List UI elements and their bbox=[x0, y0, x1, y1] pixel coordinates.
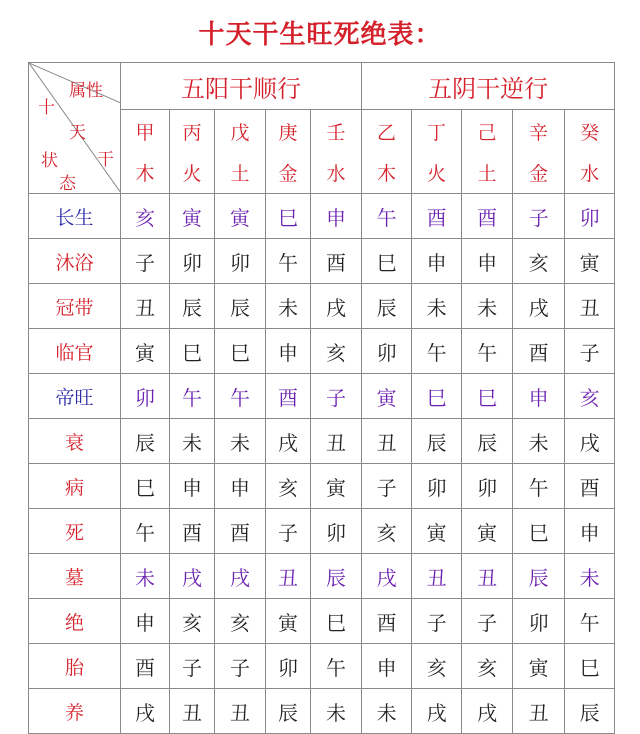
row-label: 冠带 bbox=[29, 284, 121, 329]
table-cell: 巳 bbox=[121, 464, 170, 509]
row-label: 养 bbox=[29, 689, 121, 734]
table-cell: 午 bbox=[462, 329, 513, 374]
table-cell: 酉 bbox=[121, 644, 170, 689]
table-cell: 亥 bbox=[170, 599, 215, 644]
table-cell: 午 bbox=[513, 464, 565, 509]
table-cell: 申 bbox=[412, 239, 462, 284]
table-cell: 午 bbox=[215, 374, 266, 419]
row-label: 病 bbox=[29, 464, 121, 509]
table-cell: 辰 bbox=[311, 554, 362, 599]
table-cell: 戌 bbox=[513, 284, 565, 329]
table-cell: 申 bbox=[462, 239, 513, 284]
table-cell: 巳 bbox=[412, 374, 462, 419]
table-cell: 巳 bbox=[311, 599, 362, 644]
table-cell: 丑 bbox=[513, 689, 565, 734]
table-row bbox=[29, 509, 615, 554]
table-cell: 亥 bbox=[266, 464, 311, 509]
table-cell: 卯 bbox=[513, 599, 565, 644]
yang-group-header: 五阳干顺行 bbox=[121, 63, 362, 110]
table-cell: 巳 bbox=[170, 329, 215, 374]
table-cell: 未 bbox=[121, 554, 170, 599]
table-cell: 辰 bbox=[513, 554, 565, 599]
table-cell: 子 bbox=[462, 599, 513, 644]
table-cell: 寅 bbox=[362, 374, 412, 419]
table-cell: 辰 bbox=[215, 284, 266, 329]
stem-cell: 庚 bbox=[266, 110, 311, 152]
row-label: 死 bbox=[29, 509, 121, 554]
table-cell: 未 bbox=[412, 284, 462, 329]
yin-group-header: 五阴干逆行 bbox=[362, 63, 615, 110]
table-cell: 未 bbox=[311, 689, 362, 734]
table-cell: 子 bbox=[215, 644, 266, 689]
row-label: 长生 bbox=[29, 194, 121, 239]
stem-state-table bbox=[28, 62, 615, 734]
table-cell: 戌 bbox=[215, 554, 266, 599]
table-cell: 亥 bbox=[412, 644, 462, 689]
table-cell: 酉 bbox=[362, 599, 412, 644]
table-cell: 申 bbox=[215, 464, 266, 509]
table-cell: 巳 bbox=[362, 239, 412, 284]
stem-cell: 壬 bbox=[311, 110, 362, 152]
table-cell: 酉 bbox=[311, 239, 362, 284]
element-cell: 火 bbox=[170, 152, 215, 194]
table-cell: 戌 bbox=[362, 554, 412, 599]
table-cell: 亥 bbox=[565, 374, 615, 419]
element-cell: 土 bbox=[462, 152, 513, 194]
table-cell: 丑 bbox=[121, 284, 170, 329]
table-cell: 未 bbox=[266, 284, 311, 329]
table-cell: 寅 bbox=[412, 509, 462, 554]
element-cell: 木 bbox=[121, 152, 170, 194]
table-cell: 亥 bbox=[121, 194, 170, 239]
table-cell: 辰 bbox=[170, 284, 215, 329]
table-row bbox=[29, 284, 615, 329]
table-cell: 辰 bbox=[266, 689, 311, 734]
table-cell: 亥 bbox=[513, 239, 565, 284]
table-cell: 寅 bbox=[513, 644, 565, 689]
row-label: 沐浴 bbox=[29, 239, 121, 284]
table-cell: 子 bbox=[412, 599, 462, 644]
stem-cell: 丙 bbox=[170, 110, 215, 152]
corner-attribute-label: 属性 bbox=[69, 81, 103, 101]
table-cell: 申 bbox=[121, 599, 170, 644]
table-cell: 寅 bbox=[121, 329, 170, 374]
table-cell: 丑 bbox=[362, 419, 412, 464]
corner-ten-label: 十 bbox=[38, 98, 55, 118]
table-body bbox=[29, 194, 615, 734]
element-cell: 土 bbox=[215, 152, 266, 194]
table-row bbox=[29, 374, 615, 419]
table-cell: 戌 bbox=[462, 689, 513, 734]
row-label: 帝旺 bbox=[29, 374, 121, 419]
table-cell: 戌 bbox=[170, 554, 215, 599]
table-cell: 子 bbox=[362, 464, 412, 509]
table-cell: 卯 bbox=[362, 329, 412, 374]
table-cell: 巳 bbox=[565, 644, 615, 689]
table-cell: 子 bbox=[513, 194, 565, 239]
table-cell: 寅 bbox=[170, 194, 215, 239]
element-cell: 金 bbox=[266, 152, 311, 194]
stem-cell: 己 bbox=[462, 110, 513, 152]
table-cell: 辰 bbox=[362, 284, 412, 329]
table-cell: 亥 bbox=[311, 329, 362, 374]
page-title: 十天干生旺死绝表： bbox=[198, 20, 442, 50]
table-cell: 申 bbox=[266, 329, 311, 374]
table-cell: 卯 bbox=[121, 374, 170, 419]
table-cell: 子 bbox=[565, 329, 615, 374]
table-cell: 寅 bbox=[311, 464, 362, 509]
corner-state-label-1: 状 bbox=[41, 151, 58, 171]
table-cell: 巳 bbox=[215, 329, 266, 374]
table-cell: 丑 bbox=[266, 554, 311, 599]
element-cell: 水 bbox=[565, 152, 615, 194]
table-cell: 戌 bbox=[311, 284, 362, 329]
table-cell: 未 bbox=[462, 284, 513, 329]
row-label: 临官 bbox=[29, 329, 121, 374]
table-cell: 辰 bbox=[121, 419, 170, 464]
table-row bbox=[29, 644, 615, 689]
table-cell: 辰 bbox=[462, 419, 513, 464]
table-row bbox=[29, 194, 615, 239]
stem-cell: 丁 bbox=[412, 110, 462, 152]
table-cell: 丑 bbox=[311, 419, 362, 464]
table-cell: 未 bbox=[362, 689, 412, 734]
table-cell: 辰 bbox=[412, 419, 462, 464]
table-cell: 申 bbox=[362, 644, 412, 689]
stem-cell: 癸 bbox=[565, 110, 615, 152]
table-cell: 未 bbox=[170, 419, 215, 464]
table-cell: 未 bbox=[565, 554, 615, 599]
table-row bbox=[29, 464, 615, 509]
stem-cell: 甲 bbox=[121, 110, 170, 152]
table-cell: 酉 bbox=[565, 464, 615, 509]
table-cell: 申 bbox=[513, 374, 565, 419]
corner-stem-label: 干 bbox=[97, 150, 114, 170]
table-cell: 未 bbox=[513, 419, 565, 464]
row-label: 胎 bbox=[29, 644, 121, 689]
table-cell: 午 bbox=[170, 374, 215, 419]
row-label: 绝 bbox=[29, 599, 121, 644]
table-cell: 巳 bbox=[266, 194, 311, 239]
table-cell: 寅 bbox=[215, 194, 266, 239]
table-cell: 子 bbox=[311, 374, 362, 419]
table-cell: 午 bbox=[266, 239, 311, 284]
table-cell: 午 bbox=[565, 599, 615, 644]
table-cell: 寅 bbox=[565, 239, 615, 284]
table-cell: 卯 bbox=[311, 509, 362, 554]
table-cell: 戌 bbox=[266, 419, 311, 464]
table-cell: 酉 bbox=[215, 509, 266, 554]
table-cell: 丑 bbox=[565, 284, 615, 329]
table-cell: 丑 bbox=[412, 554, 462, 599]
table-cell: 辰 bbox=[565, 689, 615, 734]
corner-header bbox=[29, 63, 121, 194]
table-cell: 申 bbox=[170, 464, 215, 509]
table-cell: 亥 bbox=[462, 644, 513, 689]
corner-heaven-label: 天 bbox=[69, 123, 86, 143]
table-cell: 巳 bbox=[513, 509, 565, 554]
stem-cell: 辛 bbox=[513, 110, 565, 152]
table-cell: 酉 bbox=[266, 374, 311, 419]
table-cell: 申 bbox=[565, 509, 615, 554]
table-row bbox=[29, 599, 615, 644]
table-cell: 戌 bbox=[121, 689, 170, 734]
element-cell: 木 bbox=[362, 152, 412, 194]
corner-state-label-2: 态 bbox=[59, 174, 76, 194]
stem-cell: 戊 bbox=[215, 110, 266, 152]
table-cell: 卯 bbox=[412, 464, 462, 509]
stem-cell: 乙 bbox=[362, 110, 412, 152]
table-cell: 酉 bbox=[170, 509, 215, 554]
table-row bbox=[29, 554, 615, 599]
table-cell: 亥 bbox=[362, 509, 412, 554]
table-cell: 巳 bbox=[462, 374, 513, 419]
table-cell: 酉 bbox=[462, 194, 513, 239]
table-cell: 丑 bbox=[462, 554, 513, 599]
table-cell: 卯 bbox=[266, 644, 311, 689]
table-cell: 寅 bbox=[462, 509, 513, 554]
table-cell: 亥 bbox=[215, 599, 266, 644]
table-cell: 卯 bbox=[170, 239, 215, 284]
element-cell: 金 bbox=[513, 152, 565, 194]
row-label: 墓 bbox=[29, 554, 121, 599]
table-cell: 卯 bbox=[565, 194, 615, 239]
table-row bbox=[29, 419, 615, 464]
table-cell: 卯 bbox=[215, 239, 266, 284]
table-row bbox=[29, 329, 615, 374]
element-cell: 水 bbox=[311, 152, 362, 194]
table-cell: 子 bbox=[266, 509, 311, 554]
table-cell: 戌 bbox=[412, 689, 462, 734]
table-cell: 卯 bbox=[462, 464, 513, 509]
table-cell: 丑 bbox=[170, 689, 215, 734]
table-cell: 未 bbox=[215, 419, 266, 464]
table-cell: 酉 bbox=[513, 329, 565, 374]
table-cell: 酉 bbox=[412, 194, 462, 239]
table-cell: 午 bbox=[412, 329, 462, 374]
table-cell: 寅 bbox=[266, 599, 311, 644]
table-cell: 子 bbox=[170, 644, 215, 689]
table-cell: 申 bbox=[311, 194, 362, 239]
table-cell: 丑 bbox=[215, 689, 266, 734]
element-cell: 火 bbox=[412, 152, 462, 194]
table-cell: 戌 bbox=[565, 419, 615, 464]
table-cell: 午 bbox=[362, 194, 412, 239]
row-label: 衰 bbox=[29, 419, 121, 464]
table-row bbox=[29, 689, 615, 734]
table-row bbox=[29, 239, 615, 284]
table-cell: 午 bbox=[121, 509, 170, 554]
table-cell: 子 bbox=[121, 239, 170, 284]
table-cell: 午 bbox=[311, 644, 362, 689]
